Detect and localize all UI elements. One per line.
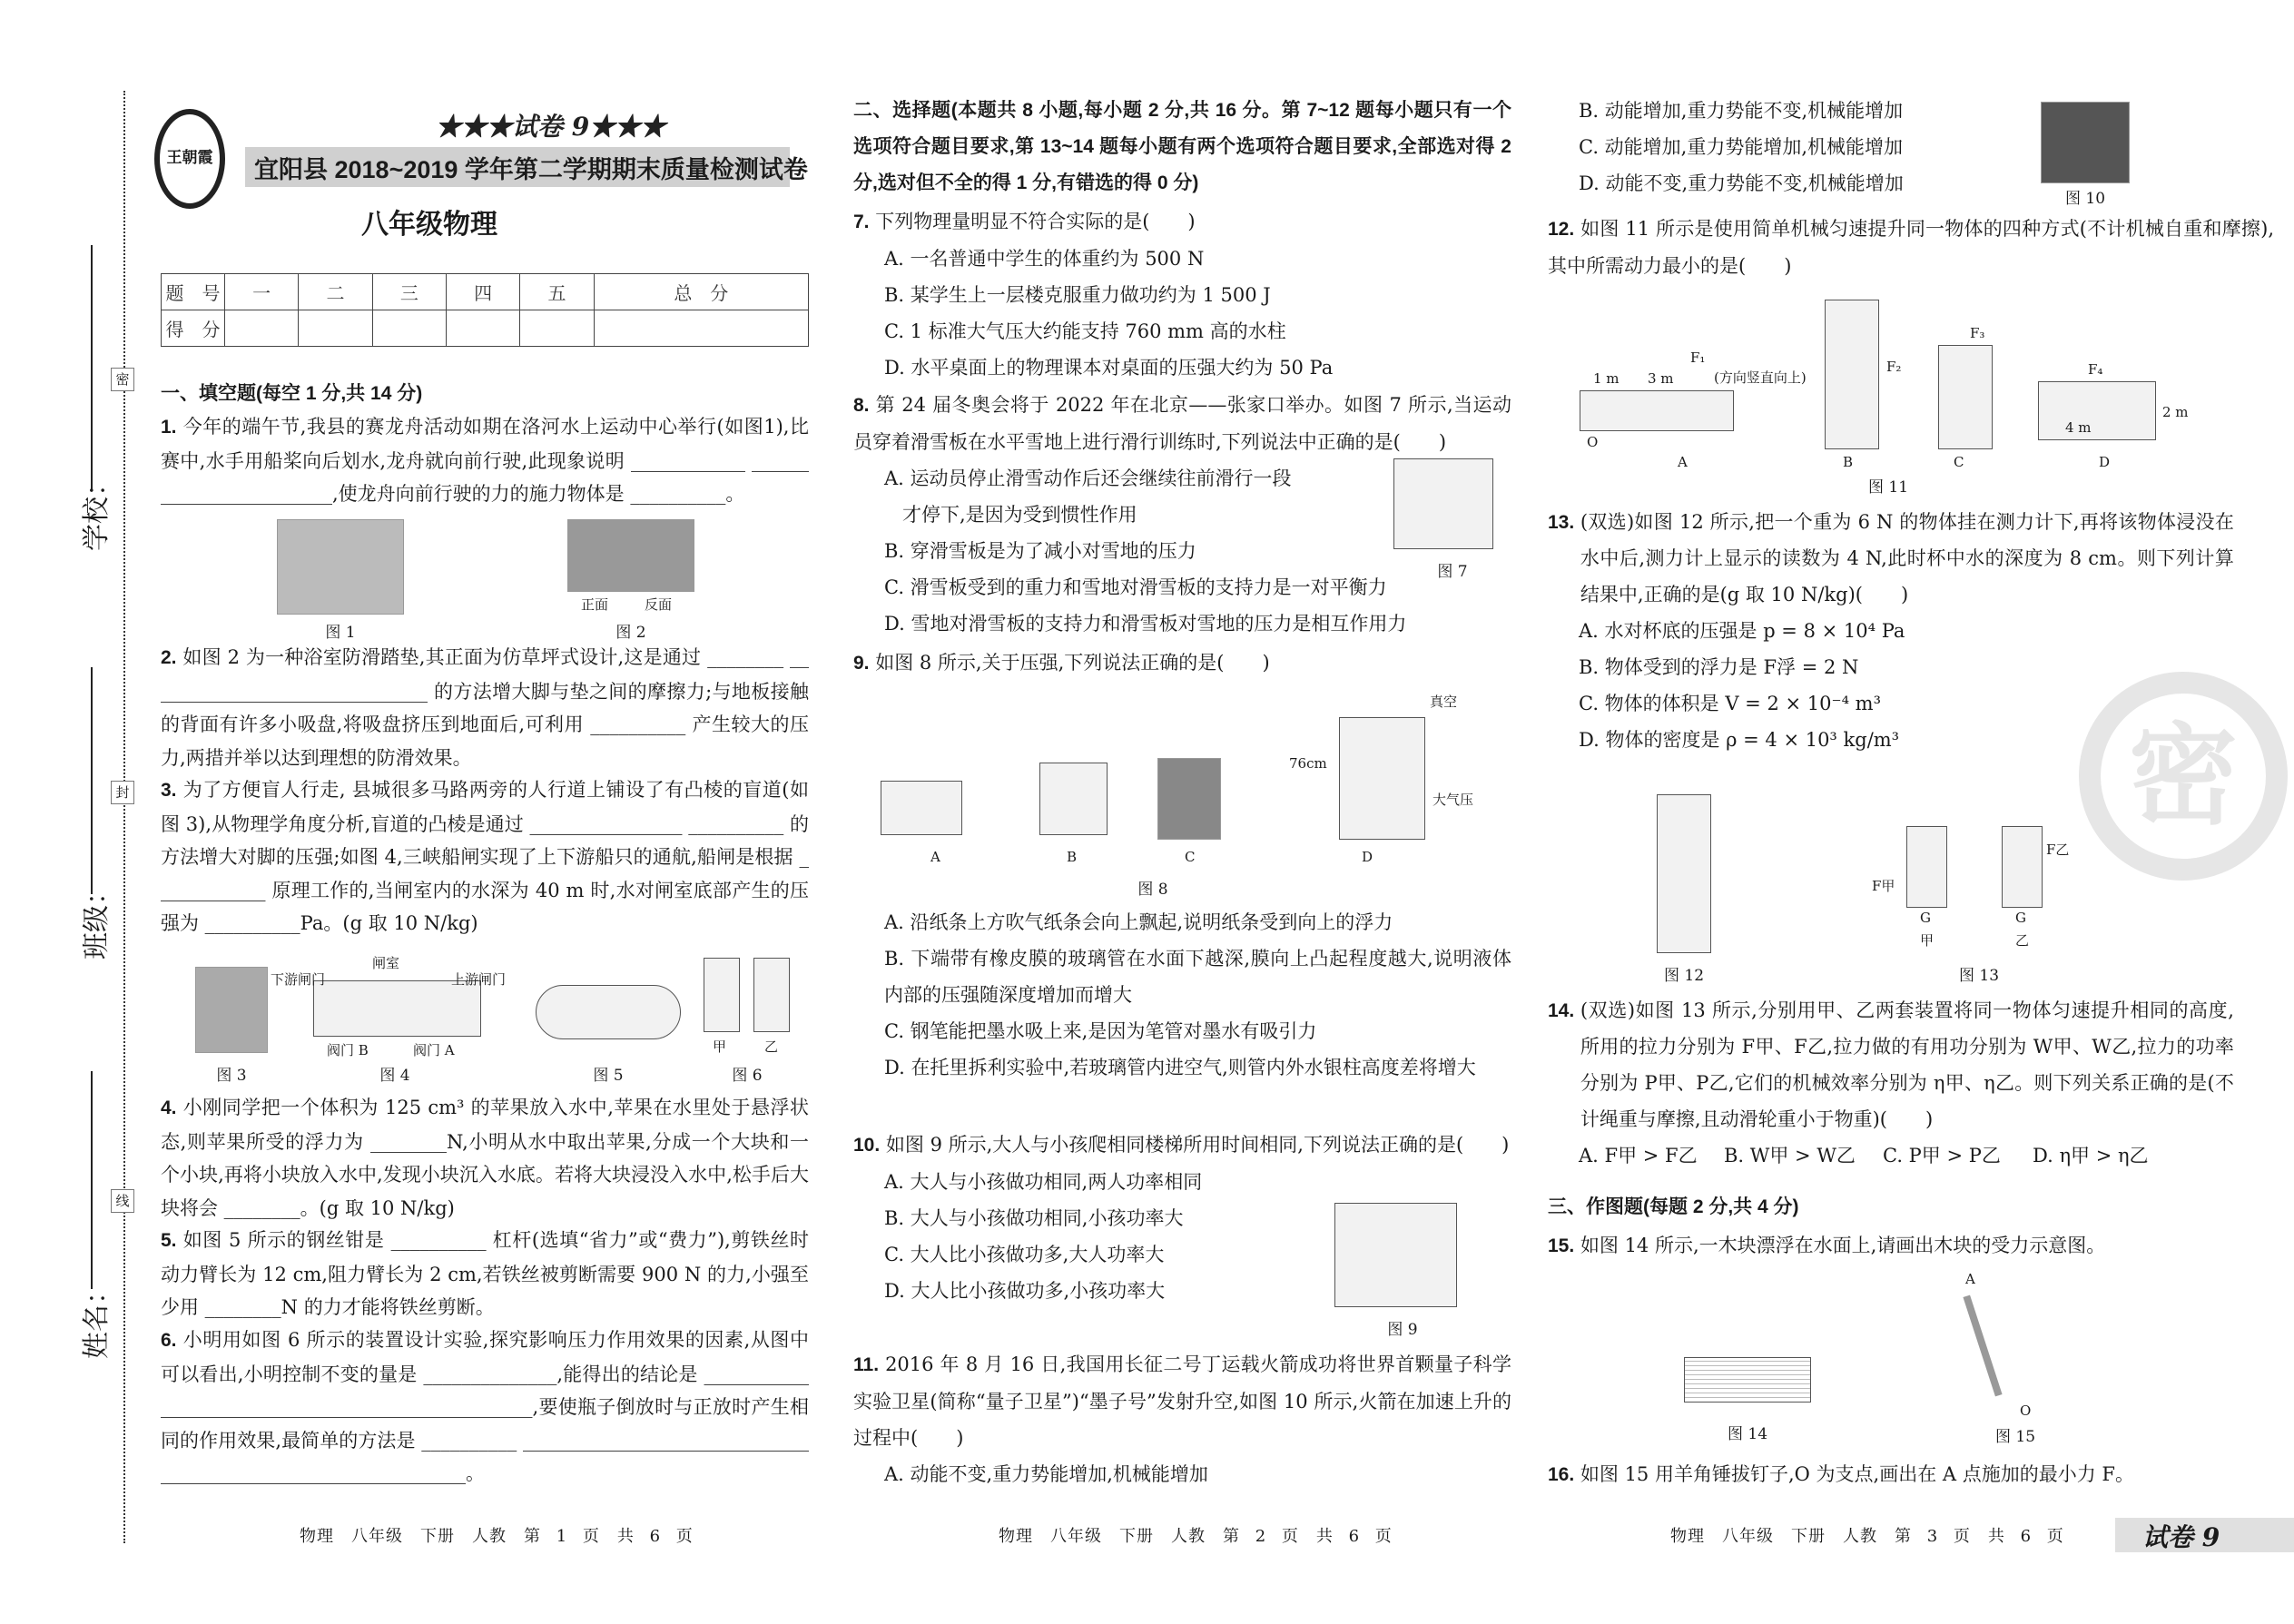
figure-caption: 图 5	[593, 1067, 624, 1085]
figure-pulley-b	[1825, 300, 1879, 449]
question-13	[1548, 504, 2274, 758]
binding-dotted-line	[123, 91, 125, 1543]
question-15	[1548, 1227, 2274, 1265]
figure-caption: 图 11	[1867, 478, 1909, 497]
option-d: D. 物体的密度是 ρ = 4 × 10³ kg/m³	[1579, 729, 1900, 751]
question-9	[853, 645, 1511, 682]
figure-label: 正面	[581, 596, 609, 613]
logo	[154, 109, 225, 209]
figure-label: 大气压	[1433, 792, 1474, 808]
figure-label: 甲	[713, 1038, 727, 1055]
figure-label: O	[1587, 434, 1599, 450]
figure-label: 乙	[2015, 932, 2030, 949]
figure-rocket	[2041, 102, 2130, 183]
question-16	[1548, 1456, 2274, 1493]
question-number: 5.	[161, 1230, 177, 1251]
option-d: D. 雪地对滑雪板的支持力和滑雪板对雪地的压力是相互作用力	[884, 613, 1407, 635]
name-underline	[91, 1071, 93, 1289]
option-a: A. 动能不变,重力势能增加,机械能增加	[884, 1463, 1208, 1485]
option-c: C. 物体的体积是 V = 2 × 10⁻⁴ m³	[1579, 693, 1881, 714]
figure-label: (方向竖直向上)	[1714, 369, 1807, 386]
figure-label: 反面	[645, 596, 673, 613]
score-input-cell[interactable]	[520, 310, 594, 347]
option-d: D. 大人比小孩做功多,小孩功率大	[884, 1280, 1166, 1302]
figure-spring-scale	[1657, 794, 1711, 953]
figure-hammer	[1963, 1295, 2002, 1397]
series-label: ★★★试卷 9★★★	[436, 112, 666, 142]
figure-pulley-yi	[2002, 826, 2043, 908]
figure-label: C	[1954, 454, 1964, 470]
name-label: 姓名：	[81, 1277, 113, 1359]
option-a: A. 运动员停止滑雪动作后还会继续往前滑行一段	[884, 468, 1292, 489]
question-5	[161, 1224, 809, 1324]
seal-mark-3: 线	[111, 1189, 134, 1213]
question-number: 16.	[1548, 1464, 1575, 1485]
figure-label: F₄	[2088, 361, 2103, 378]
score-header-cell: 四	[446, 274, 519, 310]
figure-bath-mat	[567, 519, 694, 592]
figure-label: 甲	[1920, 932, 1935, 949]
question-text: 小刚同学把一个体积为 125 cm³ 的苹果放入水中,苹果在水里处于悬浮状态,则苹果所受的浮力为 ________N,小明从水中取出苹果,分成一个大块和一个小块,再将小块放入水中,发现小块沉入水底。若将大块浸没入水中,松手后大块将会 ________。(g 取 10 N/kg)	[161, 1097, 810, 1219]
question-number: 14.	[1548, 1000, 1575, 1021]
section-2-heading: 二、选择题(本题共 8 小题,每小题 2 分,共 16 分。第 7~12 题每小题只有一个选项符合题目要求,第 13~14 题每小题有两个选项符合题目要求,全部选对得 2 分,选对但不全的得 1 分,有错选的得 0 分)	[853, 100, 1511, 193]
figure-tactile-paving	[195, 967, 268, 1053]
figure-label: A	[1965, 1271, 1975, 1287]
question-number: 3.	[161, 780, 177, 801]
question-text: 如图 2 为一种浴室防滑踏垫,其正面为仿草坪式设计,这是通过 ________ ______________________________ 的方法增大脚与垫之间的摩擦力;与地板接触的背面有许多小吸盘,将吸盘挤压到地面后,可利用 __________ 产生较大的压力,两措并举以达到理想的防滑效果。	[161, 646, 809, 769]
score-input-cell[interactable]	[446, 310, 519, 347]
score-header-cell: 五	[520, 274, 594, 310]
score-header-cell: 一	[225, 274, 299, 310]
paper-badge: 试卷 9	[2142, 1522, 2220, 1552]
figure-label: 阀门 B	[327, 1042, 369, 1058]
question-11-continued	[1548, 93, 2274, 202]
option-a: A. 沿纸条上方吹气纸条会向上飘起,说明纸条受到向上的浮力	[884, 911, 1393, 933]
figure-label: F乙	[2046, 842, 2070, 858]
figure-label: A	[930, 849, 940, 865]
figure-caption: 图 6	[732, 1067, 763, 1085]
question-text: 为了方便盲人行走, 县城很多马路两旁的人行道上铺设了有凸棱的盲道(如图 3),从物理学角度分析,盲道的凸棱是通过 ________________ __________ 的方法增大对脚的压强;如图 4,三峡船闸实现了上下游船只的通航,船闸是根据 ____________ 原理工作的,当闸室内的水深为 40 m 时,水对闸室底部产生的压强为 __________Pa。(g 取 10 N/kg)	[161, 779, 809, 934]
page-footer: 物理 八年级 下册 人教 第 3 页 共 6 页	[1670, 1527, 2064, 1546]
question-11	[853, 1346, 1511, 1492]
question-2	[161, 641, 809, 774]
figure-label: 2 m	[2162, 404, 2189, 420]
option-b: B. 穿滑雪板是为了减小对雪地的压力	[884, 540, 1196, 562]
option-a-continued: 才停下,是因为受到惯性作用	[902, 504, 1137, 526]
exam-title: 宜阳县 2018~2019 学年第二学期期末质量检测试卷	[254, 156, 808, 183]
figure-incline	[2038, 381, 2156, 440]
figure-caption: 图 3	[216, 1067, 247, 1085]
figure-caption: 图 13	[1958, 967, 2000, 985]
question-3	[161, 773, 809, 940]
figure-caption: 图 14	[1727, 1425, 1768, 1443]
score-header-cell: 二	[299, 274, 372, 310]
page-footer: 物理 八年级 下册 人教 第 2 页 共 6 页	[999, 1527, 1393, 1546]
figure-lever	[1580, 390, 1734, 431]
figure-8d	[1339, 717, 1425, 840]
class-label: 班级：	[81, 878, 113, 960]
option-a: A. F甲 > F乙	[1579, 1145, 1698, 1166]
question-text: 如图 14 所示,一木块漂浮在水面上,请画出木块的受力示意图。	[1580, 1235, 2106, 1256]
figure-skier	[1393, 458, 1493, 549]
question-text: 如图 8 所示,关于压强,下列说法正确的是( )	[875, 652, 1270, 674]
option-d: D. η甲 > η乙	[2033, 1145, 2149, 1166]
question-6	[161, 1324, 809, 1491]
seal-mark-1: 密	[111, 368, 134, 391]
question-1	[161, 410, 809, 511]
figure-8b	[1039, 763, 1108, 835]
figure-caption: 图 7	[1437, 563, 1468, 581]
question-number: 15.	[1548, 1235, 1575, 1256]
score-row-label: 得 分	[162, 310, 225, 347]
figure-label: F甲	[1872, 878, 1895, 894]
figure-label: A	[1678, 454, 1688, 470]
question-number: 4.	[161, 1097, 177, 1118]
option-a: A. 水对杯底的压强是 p = 8 × 10⁴ Pa	[1579, 620, 1905, 642]
option-a: A. 大人与小孩做功相同,两人功率相同	[884, 1171, 1203, 1193]
option-c: C. 钢笔能把墨水吸上来,是因为笔管对墨水有吸引力	[884, 1020, 1317, 1042]
class-underline	[91, 667, 93, 894]
logo-text: 王朝霞	[166, 149, 213, 167]
question-text: 如图 9 所示,大人与小孩爬相同楼梯所用时间相同,下列说法正确的是( )	[885, 1134, 1510, 1156]
question-text: (双选)如图 13 所示,分别用甲、乙两套装置将同一物体匀速提升相同的高度,所用的拉力分别为 F甲、F乙,拉力做的有用功分别为 W甲、W乙,拉力的功率分别为 P甲、P乙,它们的机械效率分别为 η甲、η乙。则下列关系正确的是(不计绳重与摩擦,且动滑轮重小于物重)( )	[1580, 999, 2234, 1130]
question-number: 11.	[853, 1354, 880, 1375]
option-c: C. P甲 > P乙	[1883, 1145, 2001, 1166]
watermark-text: 密	[2129, 712, 2238, 840]
figure-caption: 图 1	[325, 624, 356, 642]
option-b: B. 大人与小孩做功相同,小孩功率大	[884, 1207, 1184, 1229]
figure-label: F₃	[1970, 325, 1985, 341]
option-c: C. 滑雪板受到的重力和雪地对滑雪板的支持力是一对平衡力	[884, 576, 1387, 598]
score-header-cell: 题 号	[162, 274, 225, 310]
figure-caption: 图 12	[1663, 967, 1705, 985]
figure-8c	[1157, 758, 1221, 840]
question-text: 如图 15 用羊角锤拔钉子,O 为支点,画出在 A 点施加的最小力 F。	[1580, 1463, 2134, 1485]
figure-label: G	[1920, 910, 1931, 926]
question-text: 小明用如图 6 所示的装置设计实验,探究影响压力作用效果的因素,从图中可以看出,小明控制不变的量是 ______________,能得出的结论是 __________________________________________________,要使瓶子倒放时与正放时产生相同的作用效果,最简单的方法是 __________ ______________________________________________________________。	[161, 1329, 809, 1484]
question-7	[853, 203, 1511, 386]
figure-label: 76cm	[1289, 755, 1327, 772]
question-text: 下列物理量明显不符合实际的是( )	[875, 211, 1196, 232]
figure-bottle-upright	[704, 958, 740, 1032]
figure-pulley-c	[1938, 345, 1993, 449]
figure-pulley-jia	[1906, 826, 1947, 908]
option-b: B. 某学生上一层楼克服重力做功约为 1 500 J	[884, 284, 1271, 306]
question-text: 第 24 届冬奥会将于 2022 年在北京——张家口举办。如图 7 所示,当运动员穿着滑雪板在水平雪地上进行滑行训练时,下列说法中正确的是( )	[853, 394, 1511, 453]
figure-label: D	[1362, 849, 1373, 865]
figure-caption: 图 8	[1137, 881, 1168, 899]
score-header-cell: 三	[372, 274, 446, 310]
options-row	[1548, 1137, 2274, 1174]
figure-8a	[881, 781, 962, 835]
score-input-cell[interactable]	[299, 310, 372, 347]
question-9-options	[853, 904, 1511, 1086]
option-b: B. W甲 > W乙	[1724, 1145, 1856, 1166]
figure-caption: 图 2	[615, 624, 646, 642]
section-3-heading: 三、作图题(每题 2 分,共 4 分)	[1548, 1196, 1799, 1217]
score-input-cell[interactable]	[372, 310, 446, 347]
question-number: 6.	[161, 1330, 177, 1351]
option-d: D. 动能不变,重力势能不变,机械能增加	[1579, 172, 1904, 194]
figure-label: 4 m	[2065, 419, 2092, 436]
question-text: (双选)如图 12 所示,把一个重为 6 N 的物体挂在测力计下,再将该物体浸没在水中后,测力计上显示的读数为 4 N,此时杯中水的深度为 8 cm。则下列计算结果中,正确的是(g 取 10 N/kg)( )	[1580, 511, 2234, 605]
subject-title: 八年级物理	[361, 210, 497, 240]
figure-caption: 图 4	[379, 1067, 410, 1085]
figure-label: O	[2020, 1403, 2032, 1419]
figure-ship-lock	[313, 980, 481, 1037]
score-input-cell[interactable]	[225, 310, 299, 347]
question-number: 7.	[853, 212, 870, 232]
figure-label: F₁	[1690, 349, 1706, 366]
figure-label: D	[2099, 454, 2111, 470]
option-c: C. 动能增加,重力势能增加,机械能增加	[1579, 136, 1904, 158]
figure-label: B	[1067, 849, 1078, 865]
question-text: 今年的端午节,我县的赛龙舟活动如期在洛河水上运动中心举行(如图1),比赛中,水手用船桨向后划水,龙舟就向前行驶,此现象说明 ____________ ________________________,使龙舟向前行驶的力的施力物体是 __________。	[161, 416, 809, 505]
question-4	[161, 1091, 809, 1225]
school-underline	[91, 245, 93, 490]
question-number: 12.	[1548, 219, 1575, 240]
option-d: D. 在托里拆利实验中,若玻璃管内进空气,则管内外水银柱高度差将增大	[884, 1057, 1476, 1078]
figure-label: G	[2015, 910, 2026, 926]
school-label: 学校：	[81, 469, 113, 551]
option-b: B. 动能增加,重力势能不变,机械能增加	[1579, 100, 1904, 122]
figure-label: 真空	[1430, 694, 1458, 710]
figure-label: 上游闸门	[451, 971, 507, 988]
question-number: 2.	[161, 647, 177, 668]
figure-label: 3 m	[1648, 370, 1674, 387]
option-c: C. 1 标准大气压大约能支持 760 mm 高的水柱	[884, 320, 1286, 342]
question-number: 1.	[161, 417, 177, 438]
figure-label: 1 m	[1593, 370, 1620, 387]
figure-label: 乙	[764, 1038, 779, 1055]
option-a: A. 一名普通中学生的体重约为 500 N	[884, 248, 1205, 270]
question-text: 如图 11 所示是使用简单机械匀速提升同一物体的四种方式(不计机械自重和摩擦),其中所需动力最小的是( )	[1548, 218, 2274, 277]
figure-bottle-inverted	[753, 958, 790, 1032]
score-table	[161, 273, 809, 347]
figure-label: 下游闸门	[271, 971, 326, 988]
score-header-cell: 总 分	[594, 274, 808, 310]
question-14	[1548, 992, 2274, 1174]
figure-label: F₂	[1886, 359, 1902, 375]
figure-floating-block	[1684, 1357, 1811, 1403]
figure-label: 阀门 A	[413, 1042, 455, 1058]
seal-mark-2: 封	[111, 781, 134, 804]
question-text: 2016 年 8 月 16 日,我国用长征二号丁运载火箭成功将世界首颗量子科学实验卫星(简称“量子卫星”)“墨子号”发射升空,如图 10 所示,火箭在加速上升的过程中( )	[853, 1353, 1511, 1449]
figure-label: C	[1185, 849, 1196, 865]
figure-caption: 图 10	[2064, 190, 2106, 208]
option-b: B. 下端带有橡皮膜的玻璃管在水面下越深,膜向上凸起程度越大,说明液体内部的压强随深度增加而增大	[884, 948, 1511, 1006]
option-d: D. 水平桌面上的物理课本对桌面的压强大约为 50 Pa	[884, 357, 1334, 379]
question-number: 10.	[853, 1135, 881, 1156]
option-b: B. 物体受到的浮力是 F浮 = 2 N	[1579, 656, 1859, 678]
question-text: 如图 5 所示的钢丝钳是 __________ 杠杆(选填“省力”或“费力”),剪铁丝时动力臂长为 12 cm,阻力臂长为 2 cm,若铁丝被剪断需要 900 N 的力,小强至少用 ________N 的力才能将铁丝剪断。	[161, 1229, 809, 1318]
question-12	[1548, 211, 2274, 284]
figure-caption: 图 9	[1387, 1321, 1418, 1339]
figure-caption: 图 15	[1994, 1428, 2036, 1446]
question-number: 8.	[853, 395, 870, 416]
figure-pliers	[536, 985, 681, 1039]
figure-dragon-boat	[277, 519, 404, 615]
option-c: C. 大人比小孩做功多,大人功率大	[884, 1244, 1165, 1265]
question-number: 9.	[853, 653, 870, 674]
figure-label: 闸室	[372, 955, 400, 971]
question-number: 13.	[1548, 512, 1575, 533]
page-footer: 物理 八年级 下册 人教 第 1 页 共 6 页	[300, 1527, 694, 1546]
section-1-heading: 一、填空题(每空 1 分,共 14 分)	[161, 383, 423, 404]
score-input-cell[interactable]	[594, 310, 808, 347]
figure-stairs	[1334, 1203, 1457, 1307]
figure-label: B	[1843, 454, 1854, 470]
